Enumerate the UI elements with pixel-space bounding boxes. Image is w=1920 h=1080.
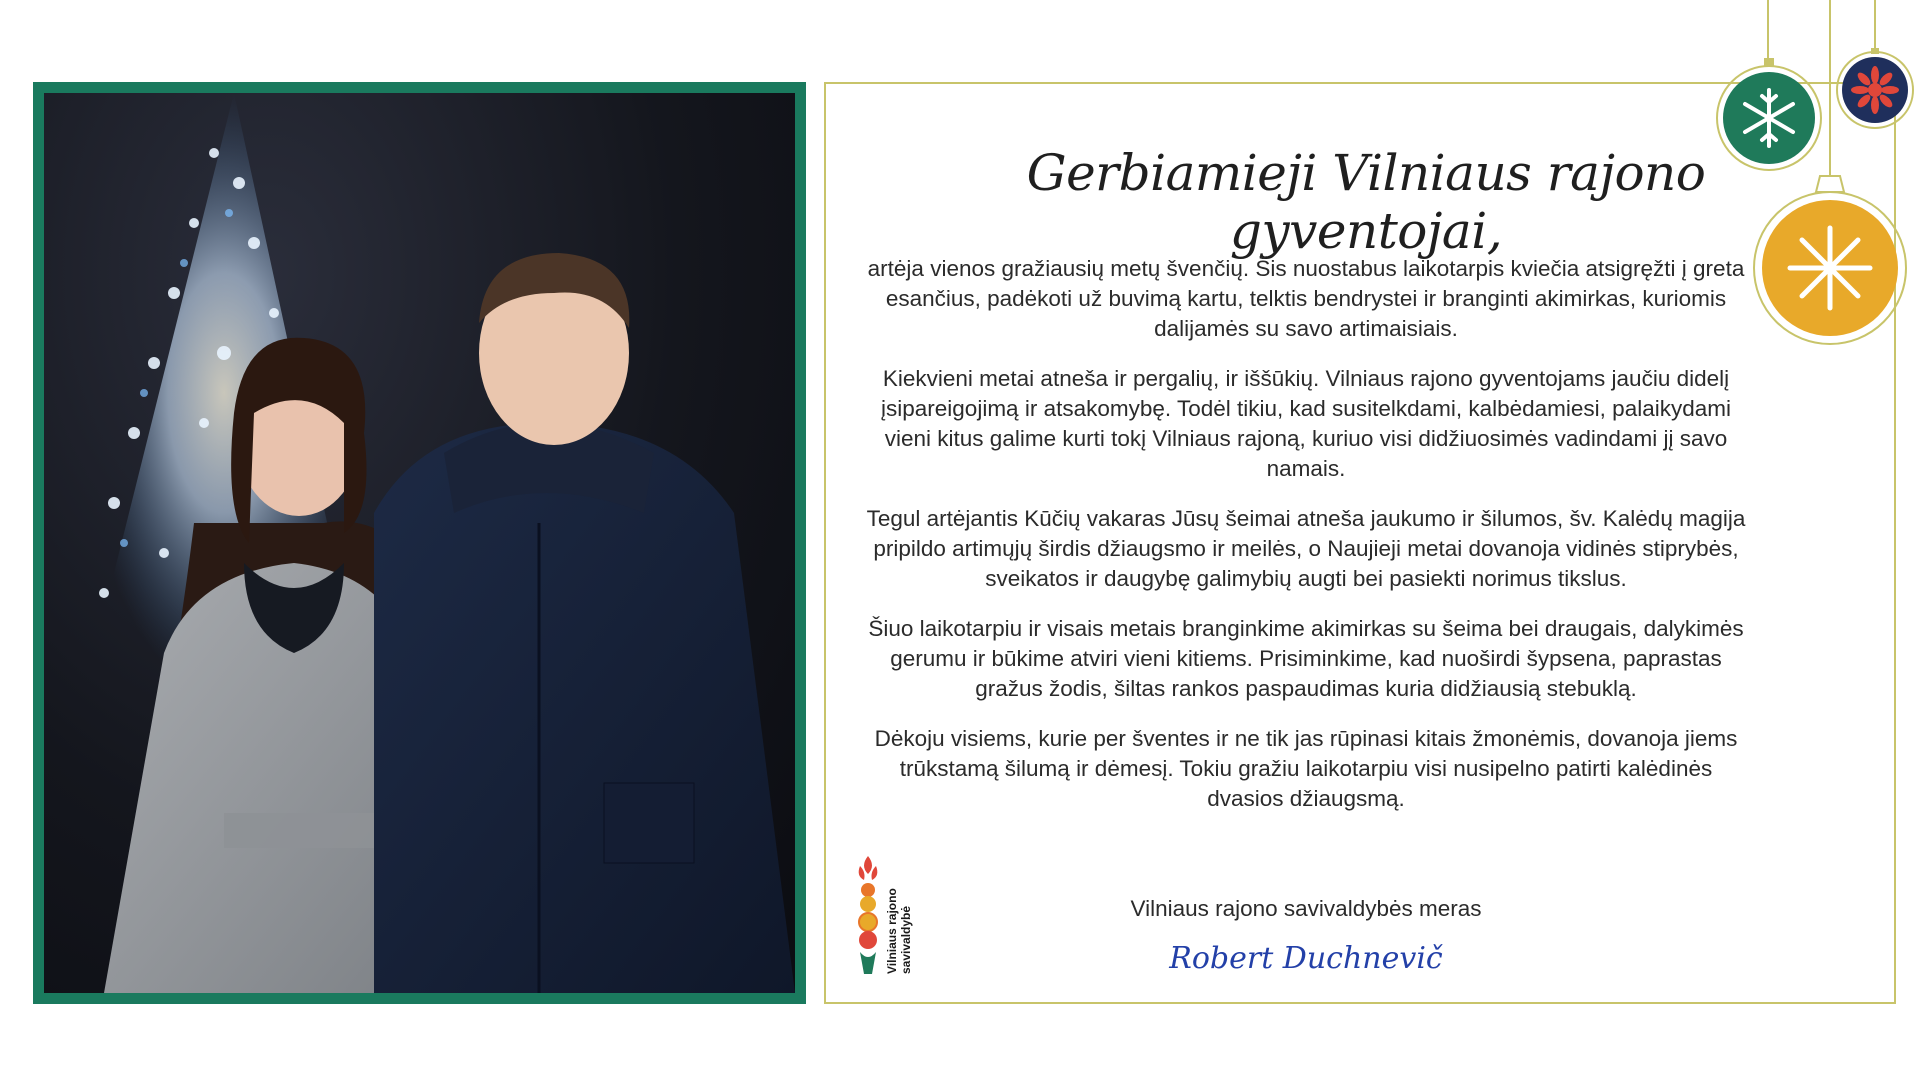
logo-text-line1: Vilniaus rajono xyxy=(885,888,899,974)
municipality-logo-icon xyxy=(850,852,930,982)
photo-frame xyxy=(33,82,806,1004)
paragraph: artėja vienos gražiausių metų švenčių. Šis nuostabus laikotarpis kviečia atsigręžti į greta esančius, padėkoti už buvimą kartu, telktis bendrystei ir branginti akimirkas, kuriomis dalijamės su savo artimaisiais. xyxy=(867,256,1745,341)
paragraph: Dėkoju visiems, kurie per šventes ir ne tik jas rūpinasi kitais žmonėmis, dovanoja jiems trūkstamą šilumą ir dėmesį. Tokiu gražiu laikotarpiu visi nusipelno patirti kalėdinės dvasios džiaugsmą. xyxy=(874,726,1738,811)
svg-text:Robert Duchnevič: Robert Duchnevič xyxy=(1169,941,1443,976)
mayor-title: Vilniaus rajono savivaldybės meras xyxy=(1130,896,1482,921)
couple-photo xyxy=(44,93,795,993)
letter-panel xyxy=(824,82,1896,1004)
paragraph: Šiuo laikotarpiu ir visais metais branginkime akimirkas su šeima bei draugais, dalykimės gerumu ir būkime atviri vieni kitiems. Prisiminkime, kad nuoširdi šypsena, paprastas gražus žodis, šiltas rankos paspaudimas kuria didžiausią stebuklą. xyxy=(868,616,1744,701)
christmas-ornaments xyxy=(1740,0,1920,340)
asterisk-star-icon xyxy=(1790,228,1870,308)
man-figure xyxy=(374,253,795,993)
logo-text-line2: savivaldybė xyxy=(899,905,913,974)
flower-ornament xyxy=(1837,48,1913,128)
letter-body xyxy=(866,254,1746,834)
paragraph: Kiekvieni metai atneša ir pergalių, ir iššūkių. Vilniaus rajono gyventojams jaučiu didelį įsipareigojimą ir atsakomybę. Todėl tikiu, kad susitelkdami, kalbėdamiesi, palaikydami vieni kitus galime kurti tokį Vilniaus rajoną, kuriuo visi didžiuosimės vadindami jį savo namais. xyxy=(881,366,1731,481)
paragraph: Tegul artėjantis Kūčių vakaras Jūsų šeimai atneša jaukumo ir šilumos, šv. Kalėdų magija pripildo artimųjų širdis džiaugsmo ir meilės, o Naujieji metai dovanoja vidinės stiprybės, sveikatos ir daugybę galimybių augti bei pasiekti norimus tikslus. xyxy=(866,506,1746,591)
greeting-heading: Gerbiamieji Vilniaus rajono gyventojai, xyxy=(1026,144,1706,260)
star-ornament xyxy=(1754,176,1906,344)
christmas-tree-scene xyxy=(44,93,795,993)
mayor-signature xyxy=(1169,932,1443,982)
